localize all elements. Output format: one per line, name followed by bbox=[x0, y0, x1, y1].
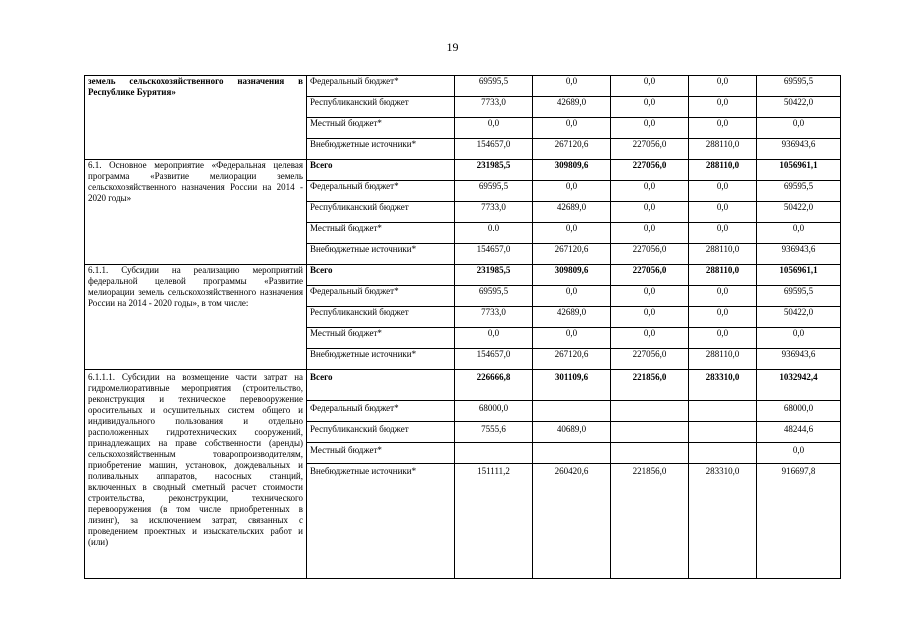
year-value-cell: 7733,0 bbox=[455, 307, 533, 328]
budget-table-body bbox=[85, 76, 841, 579]
year-value-cell: 69595,5 bbox=[455, 286, 533, 307]
year-value-cell: 0,0 bbox=[689, 118, 757, 139]
total-value-cell: 50422,0 bbox=[757, 97, 841, 118]
year-value-cell: 0,0 bbox=[689, 307, 757, 328]
year-value-cell: 227056,0 bbox=[611, 244, 689, 265]
funding-source: Всего bbox=[307, 370, 455, 401]
year-value-cell bbox=[611, 422, 689, 443]
year-value-cell: 0,0 bbox=[611, 286, 689, 307]
total-value-cell: 69595,5 bbox=[757, 286, 841, 307]
table-row bbox=[85, 265, 841, 286]
year-value-cell bbox=[533, 401, 611, 422]
funding-source: Внебюджетные источники* bbox=[307, 349, 455, 370]
year-value-cell: 0,0 bbox=[611, 328, 689, 349]
total-value-cell: 0,0 bbox=[757, 223, 841, 244]
year-value-cell: 0,0 bbox=[611, 181, 689, 202]
total-value-cell: 68000,0 bbox=[757, 401, 841, 422]
funding-source: Федеральный бюджет* bbox=[307, 401, 455, 422]
funding-source: Республиканский бюджет bbox=[307, 202, 455, 223]
year-value-cell: 0,0 bbox=[533, 76, 611, 97]
year-value-cell: 68000,0 bbox=[455, 401, 533, 422]
year-value-cell bbox=[611, 443, 689, 464]
year-value-cell bbox=[611, 401, 689, 422]
year-value-cell: 309809,6 bbox=[533, 265, 611, 286]
funding-source: Внебюджетные источники* bbox=[307, 464, 455, 579]
total-value-cell: 0,0 bbox=[757, 443, 841, 464]
year-value-cell: 69595,5 bbox=[455, 76, 533, 97]
year-value-cell: 0,0 bbox=[455, 118, 533, 139]
year-value-cell: 42689,0 bbox=[533, 307, 611, 328]
year-value-cell: 288110,0 bbox=[689, 349, 757, 370]
year-value-cell: 288110,0 bbox=[689, 160, 757, 181]
budget-table bbox=[84, 75, 841, 579]
funding-source: Федеральный бюджет* bbox=[307, 181, 455, 202]
year-value-cell: 227056,0 bbox=[611, 349, 689, 370]
year-value-cell bbox=[689, 401, 757, 422]
year-value-cell: 227056,0 bbox=[611, 160, 689, 181]
year-value-cell: 288110,0 bbox=[689, 265, 757, 286]
year-value-cell: 267120,6 bbox=[533, 244, 611, 265]
funding-source: Внебюджетные источники* bbox=[307, 139, 455, 160]
year-value-cell: 0,0 bbox=[533, 286, 611, 307]
funding-source: Внебюджетные источники* bbox=[307, 244, 455, 265]
year-value-cell: 267120,6 bbox=[533, 349, 611, 370]
total-value-cell: 1056961,1 bbox=[757, 160, 841, 181]
year-value-cell: 154657,0 bbox=[455, 349, 533, 370]
total-value-cell: 0,0 bbox=[757, 118, 841, 139]
year-value-cell: 283310,0 bbox=[689, 370, 757, 401]
year-value-cell: 0,0 bbox=[689, 181, 757, 202]
total-value-cell: 48244,6 bbox=[757, 422, 841, 443]
funding-source: Местный бюджет* bbox=[307, 118, 455, 139]
funding-source: Федеральный бюджет* bbox=[307, 286, 455, 307]
year-value-cell: 0,0 bbox=[611, 118, 689, 139]
year-value-cell: 0,0 bbox=[689, 202, 757, 223]
year-value-cell: 0.0 bbox=[455, 223, 533, 244]
funding-source: Республиканский бюджет bbox=[307, 97, 455, 118]
total-value-cell: 916697,8 bbox=[757, 464, 841, 579]
funding-source: Федеральный бюджет* bbox=[307, 76, 455, 97]
year-value-cell: 0,0 bbox=[689, 97, 757, 118]
year-value-cell: 0,0 bbox=[689, 286, 757, 307]
funding-source: Республиканский бюджет bbox=[307, 307, 455, 328]
year-value-cell: 231985,5 bbox=[455, 265, 533, 286]
total-value-cell: 50422,0 bbox=[757, 307, 841, 328]
table-row bbox=[85, 160, 841, 181]
year-value-cell: 0,0 bbox=[689, 76, 757, 97]
year-value-cell: 0,0 bbox=[611, 223, 689, 244]
year-value-cell: 42689,0 bbox=[533, 97, 611, 118]
year-value-cell: 0,0 bbox=[533, 223, 611, 244]
year-value-cell: 0,0 bbox=[533, 181, 611, 202]
year-value-cell: 7555,6 bbox=[455, 422, 533, 443]
year-value-cell bbox=[689, 443, 757, 464]
year-value-cell: 7733,0 bbox=[455, 202, 533, 223]
total-value-cell: 0,0 bbox=[757, 328, 841, 349]
total-value-cell: 1032942,4 bbox=[757, 370, 841, 401]
funding-source: Республиканский бюджет bbox=[307, 422, 455, 443]
total-value-cell: 936943,6 bbox=[757, 139, 841, 160]
year-value-cell bbox=[689, 422, 757, 443]
funding-source: Всего bbox=[307, 265, 455, 286]
total-value-cell: 936943,6 bbox=[757, 244, 841, 265]
activity-description: 6.1. Основное мероприятие «Федеральная целевая программа «Развитие мелиорации земель сельскохозяйственного назначения России на 2014 - 2020 годы» bbox=[85, 160, 307, 265]
year-value-cell: 42689,0 bbox=[533, 202, 611, 223]
total-value-cell: 69595,5 bbox=[757, 181, 841, 202]
year-value-cell: 226666,8 bbox=[455, 370, 533, 401]
year-value-cell: 151111,2 bbox=[455, 464, 533, 579]
year-value-cell: 227056,0 bbox=[611, 265, 689, 286]
activity-description: земель сельскохозяйственного назначения в Республике Бурятия» bbox=[85, 76, 307, 160]
funding-source: Местный бюджет* bbox=[307, 443, 455, 464]
funding-source: Местный бюджет* bbox=[307, 223, 455, 244]
year-value-cell: 267120,6 bbox=[533, 139, 611, 160]
year-value-cell: 0,0 bbox=[533, 328, 611, 349]
funding-source: Всего bbox=[307, 160, 455, 181]
year-value-cell: 0,0 bbox=[689, 328, 757, 349]
year-value-cell: 288110,0 bbox=[689, 139, 757, 160]
year-value-cell: 69595,5 bbox=[455, 181, 533, 202]
year-value-cell: 154657,0 bbox=[455, 139, 533, 160]
year-value-cell: 7733,0 bbox=[455, 97, 533, 118]
year-value-cell: 283310,0 bbox=[689, 464, 757, 579]
page-number: 19 bbox=[446, 40, 459, 54]
year-value-cell: 260420,6 bbox=[533, 464, 611, 579]
total-value-cell: 50422,0 bbox=[757, 202, 841, 223]
year-value-cell: 301109,6 bbox=[533, 370, 611, 401]
year-value-cell bbox=[533, 443, 611, 464]
activity-description: 6.1.1. Субсидии на реализацию мероприятий федеральной целевой программы «Развитие мелиорации земель сельскохозяйственного назначения России на 2014 - 2020 годы», в том числе: bbox=[85, 265, 307, 370]
year-value-cell: 0,0 bbox=[611, 97, 689, 118]
year-value-cell bbox=[455, 443, 533, 464]
year-value-cell: 40689,0 bbox=[533, 422, 611, 443]
activity-description: 6.1.1.1. Субсидии на возмещение части затрат на гидромелиоративные мероприятия (строительство, реконструкция и техническое перевооружение оросительных и осушительных систем общего и индивидуального пользования и отдельно расположенных гидротехнических сооружений, принадлежащих на праве собственности (аренды) сельскохозяйственным товаропроизводителям, приобретение машин, установок, дождевальных и поливальных аппаратов, насосных станций, включенных в сводный сметный расчет стоимости строительства, реконструкции, технического перевооружения (в том числе приобретенных в лизинг), за исключением затрат, связанных с проведением проектных и изыскательских работ и (или) bbox=[85, 370, 307, 579]
total-value-cell: 69595,5 bbox=[757, 76, 841, 97]
year-value-cell: 231985,5 bbox=[455, 160, 533, 181]
year-value-cell: 0,0 bbox=[533, 118, 611, 139]
year-value-cell: 288110,0 bbox=[689, 244, 757, 265]
year-value-cell: 0,0 bbox=[611, 76, 689, 97]
funding-source: Местный бюджет* bbox=[307, 328, 455, 349]
year-value-cell: 0,0 bbox=[689, 223, 757, 244]
year-value-cell: 0,0 bbox=[611, 202, 689, 223]
year-value-cell: 154657,0 bbox=[455, 244, 533, 265]
year-value-cell: 0,0 bbox=[455, 328, 533, 349]
table-row bbox=[85, 370, 841, 401]
year-value-cell: 0,0 bbox=[611, 307, 689, 328]
table-row bbox=[85, 76, 841, 97]
year-value-cell: 227056,0 bbox=[611, 139, 689, 160]
year-value-cell: 221856,0 bbox=[611, 464, 689, 579]
year-value-cell: 309809,6 bbox=[533, 160, 611, 181]
year-value-cell: 221856,0 bbox=[611, 370, 689, 401]
total-value-cell: 936943,6 bbox=[757, 349, 841, 370]
total-value-cell: 1056961,1 bbox=[757, 265, 841, 286]
